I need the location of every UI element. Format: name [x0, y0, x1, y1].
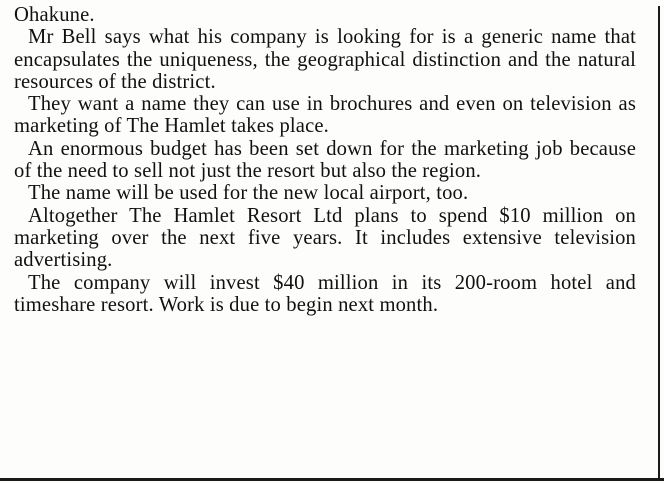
- paragraph-budget: An enormous budget has been set down for the marketing job because of the need to sell not just the resort but also the region.: [14, 137, 636, 183]
- paragraph-airport: The name will be used for the new local airport, too.: [28, 182, 469, 205]
- paragraph-investment: The company will invest $40 million in its 200-room hotel and timeshare resort. Work is due to begin next month.: [14, 271, 636, 316]
- article-body: [14, 4, 636, 316]
- column-rule-bottom: [0, 478, 664, 481]
- paragraph-generic-name: Mr Bell says what his company is looking for is a generic name that encapsulates the uniqueness, the geographical distinction and the natural resources of the district.: [14, 26, 636, 93]
- paragraph-continuation: Ohakune.: [14, 4, 95, 26]
- paragraph-marketing-spend: Altogether The Hamlet Resort Ltd plans to spend $10 million on marketing over the next five years. It includes extensive television advertising.: [14, 204, 636, 272]
- paragraph-brochures: They want a name they can use in brochures and even on television as marketing of The Hamlet takes place.: [14, 93, 636, 138]
- column-rule-right: [658, 6, 660, 478]
